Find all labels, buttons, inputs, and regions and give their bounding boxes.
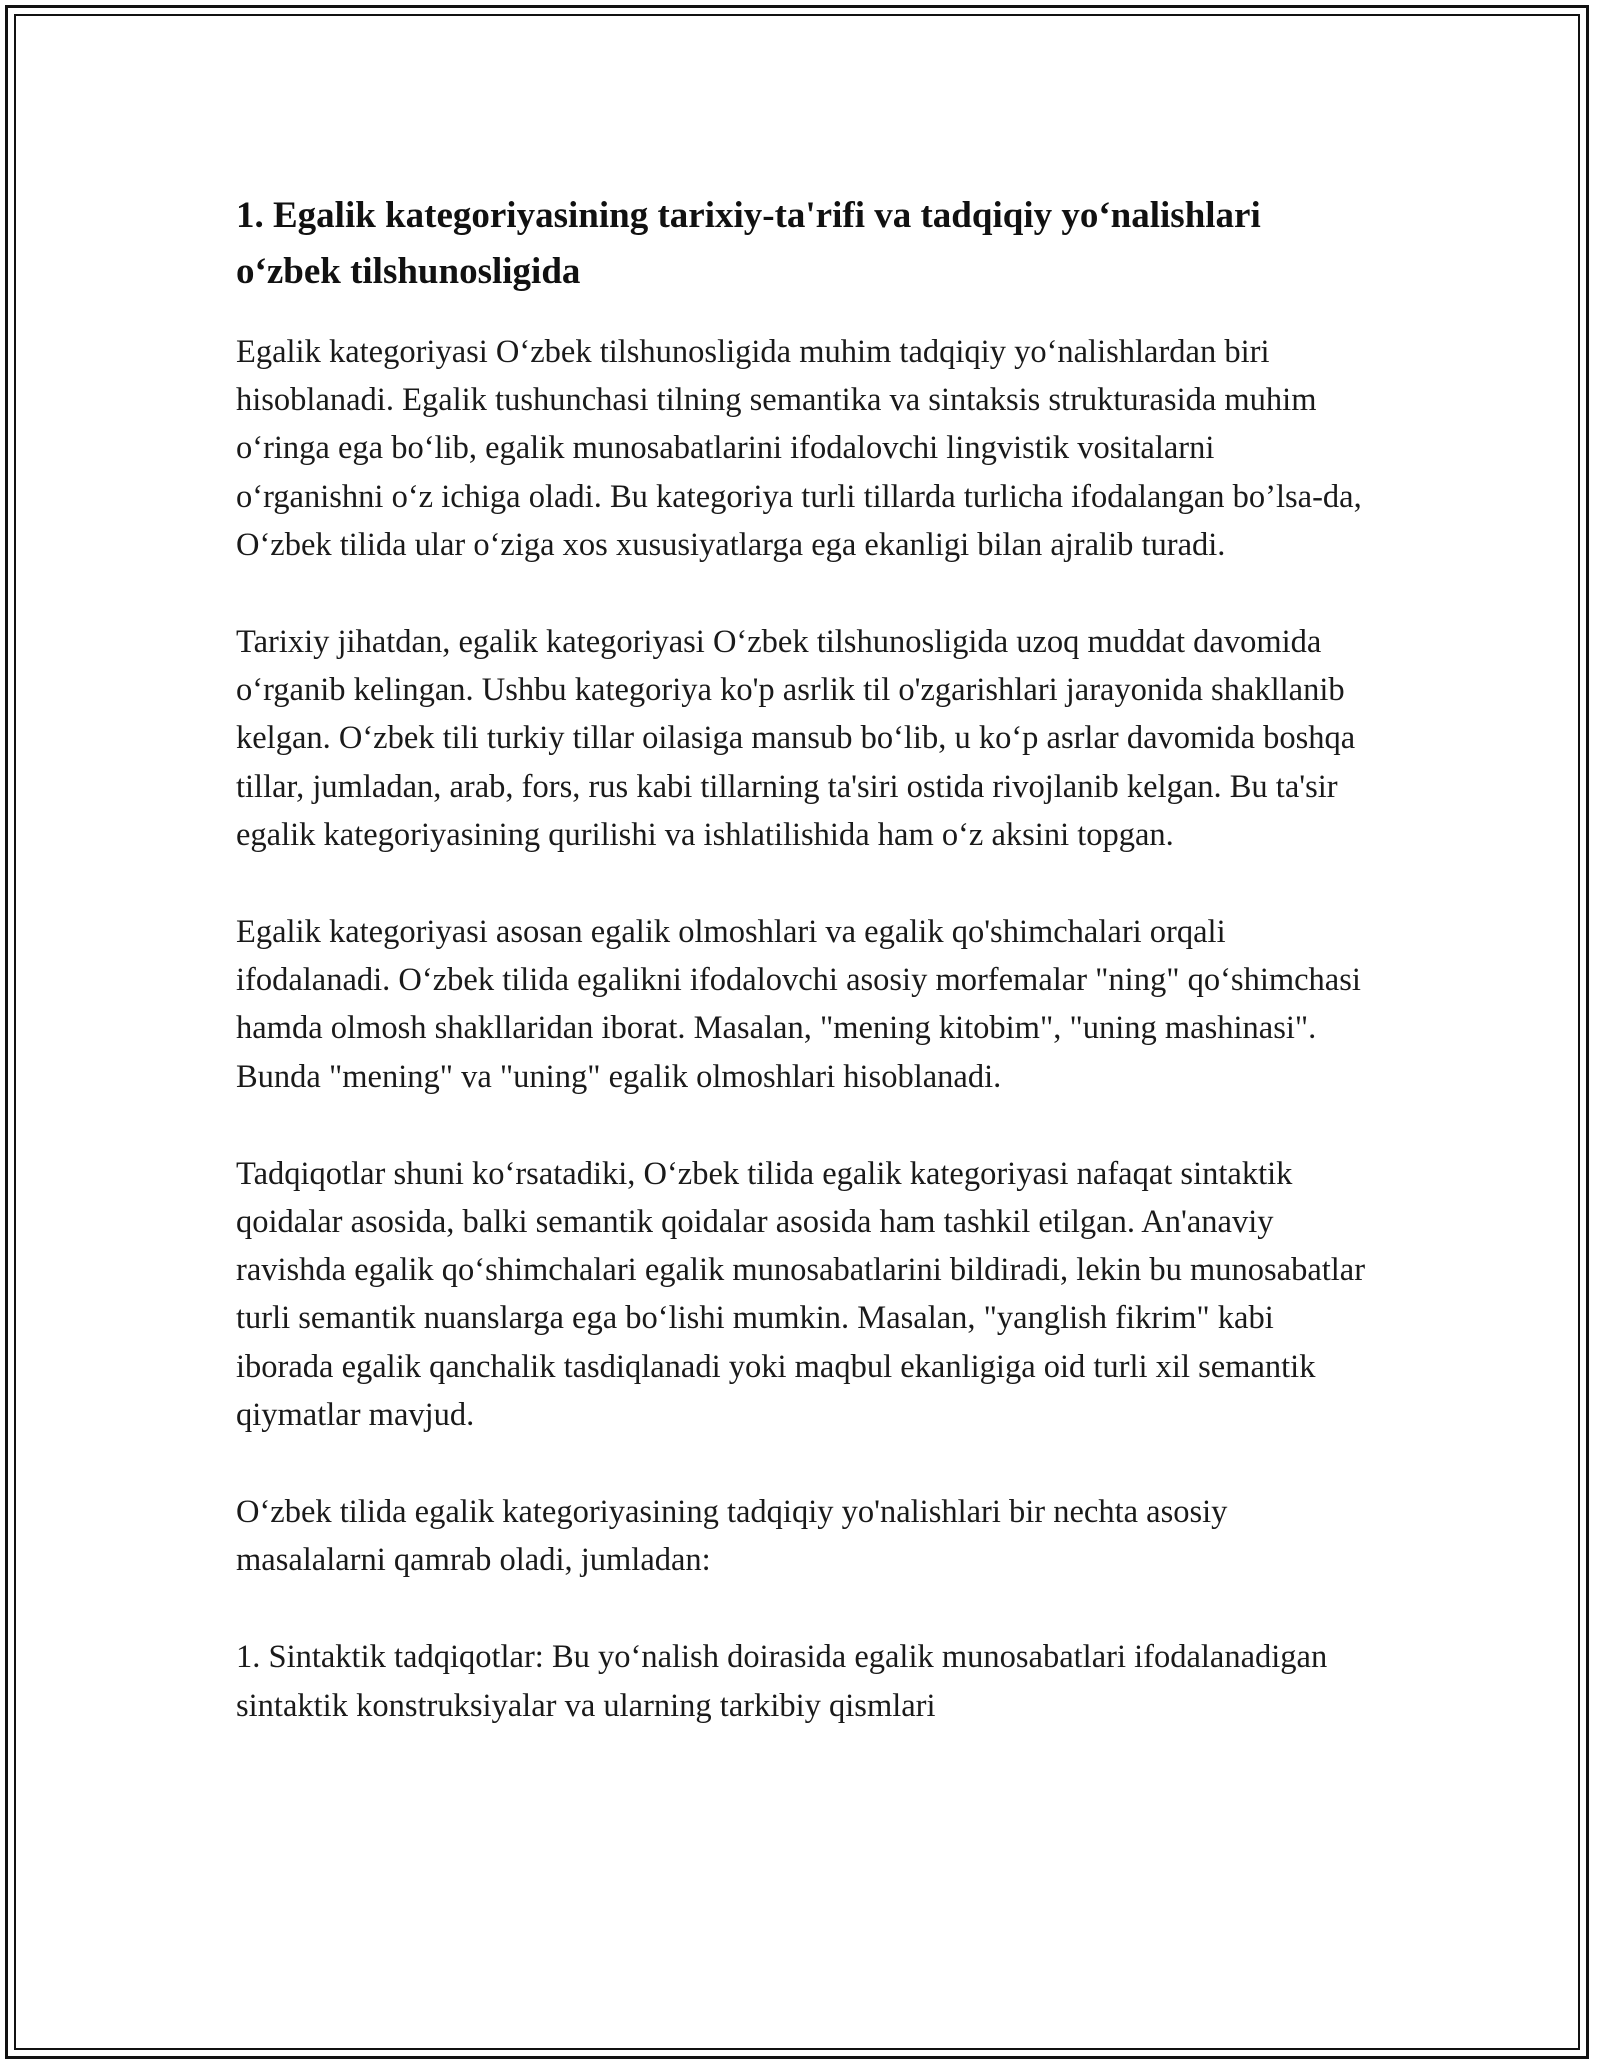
paragraph-6: 1. Sintaktik tadqiqotlar: Bu yo‘nalish doirasida egalik munosabatlari ifodalanadigan sintaktik konstruksiyalar va ularning tarkibiy qismlari bbox=[236, 1639, 1328, 1724]
section-heading: 1. Egalik kategoriyasining tarixiy-ta'rifi va tadqiqiy yo‘nalishlari o‘zbek tilshunosligida bbox=[236, 195, 1261, 292]
document-body bbox=[236, 188, 1366, 1779]
paragraph-3: Egalik kategoriyasi asosan egalik olmoshlari va egalik qo'shimchalari orqali ifodalanadi. O‘zbek tilida egalikni ifodalovchi asosiy morfemalar "ning" qo‘shimchasi hamda olmosh shakllaridan iborat. Masalan, "mening kitobim", "uning mashinasi". Bunda "mening" va "uning" egalik olmoshlari hisoblanadi. bbox=[236, 914, 1361, 1095]
paragraph-2: Tarixiy jihatdan, egalik kategoriyasi O‘zbek tilshunosligida uzoq muddat davomida o‘rganib kelingan. Ushbu kategoriya ko'p asrlik til o'zgarishlari jarayonida shakllanib kelgan. O‘zbek tili turkiy tillar oilasiga mansub bo‘lib, u ko‘p asrlar davomida boshqa tillar, jumladan, arab, fors, rus kabi tillarning ta'siri ostida rivojlanib kelgan. Bu ta'sir egalik kategoriyasining qurilishi va ishlatilishida ham o‘z aksini topgan. bbox=[236, 624, 1356, 853]
paragraph-5: O‘zbek tilida egalik kategoriyasining tadqiqiy yo'nalishlari bir nechta asosiy masalalarni qamrab oladi, jumladan: bbox=[236, 1494, 1228, 1579]
paragraph-1: Egalik kategoriyasi O‘zbek tilshunosligida muhim tadqiqiy yo‘nalishlardan biri hisoblanadi. Egalik tushunchasi tilning semantika va sintaksis strukturasida muhim o‘ringa ega bo‘lib, egalik munosabatlarini ifodalovchi lingvistik vositalarni o‘rganishni o‘z ichiga oladi. Bu kategoriya turli tillarda turlicha ifodalangan bo’lsa-da, O‘zbek tilida ular o‘ziga xos xususiyatlarga ega ekanligi bilan ajralib turadi. bbox=[236, 334, 1362, 563]
paragraph-4: Tadqiqotlar shuni ko‘rsatadiki, O‘zbek tilida egalik kategoriyasi nafaqat sintaktik qoidalar asosida, balki semantik qoidalar asosida ham tashkil etilgan. An'anaviy ravishda egalik qo‘shimchalari egalik munosabatlarini bildiradi, lekin bu munosabatlar turli semantik nuanslarga ega bo‘lishi mumkin. Masalan, "yanglish fikrim" kabi iborada egalik qanchalik tasdiqlanadi yoki maqbul ekanligiga oid turli xil semantik qiymatlar mavjud. bbox=[236, 1155, 1366, 1433]
